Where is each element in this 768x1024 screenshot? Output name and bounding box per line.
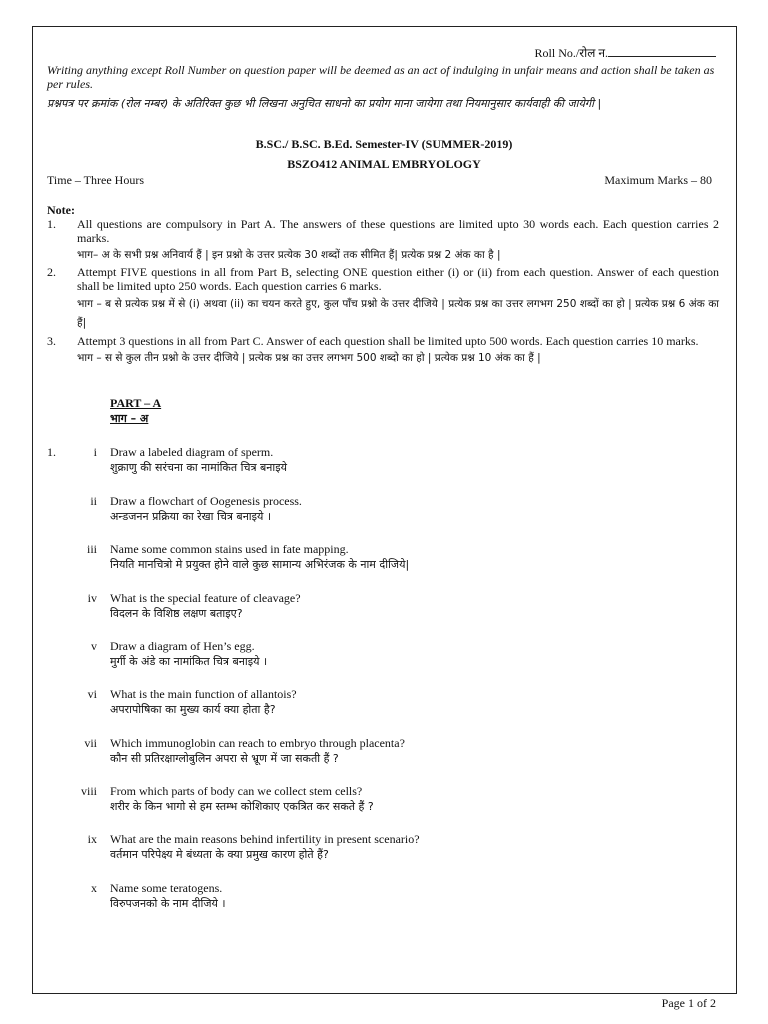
question-item xyxy=(70,784,510,815)
roll-number-blank xyxy=(608,45,716,57)
paper-title: BSZO412 ANIMAL EMBRYOLOGY xyxy=(287,157,481,171)
note-text-hindi: भाग – ब से प्रत्येक प्रश्न में से (i) अथवा (ii) का चयन करते हुए, कुल पाँच प्रश्नो के उत्तर दीजिये | प्रत्येक प्रश्न का उत्तर लगभग 250 शब्दों का हो | प्रत्येक प्रश्न 6 अंक का हैं| xyxy=(77,298,719,329)
question-item xyxy=(70,494,510,525)
question-hindi: वर्तमान परिपेक्ष्य मे बंध्यता के क्या प्रमुख कारण होते हैं? xyxy=(110,848,329,861)
time-label: Time – Three Hours xyxy=(47,173,144,187)
question-roman: viii xyxy=(80,784,97,798)
question-roman: x xyxy=(91,881,97,895)
note-number: 2. xyxy=(47,265,56,279)
exam-title: B.SC./ B.SC. B.Ed. Semester-IV (SUMMER-2019) xyxy=(255,137,513,151)
question-hindi: विदलन के विशिष्ठ लक्षण बताइए? xyxy=(110,607,243,620)
roll-number-field xyxy=(535,44,716,61)
question-roman: i xyxy=(93,445,97,459)
part-a-heading xyxy=(110,396,161,426)
part-title-hindi: भाग – अ xyxy=(110,412,149,425)
question-english: Which immunoglobin can reach to embryo through placenta? xyxy=(110,736,405,750)
question-english: Draw a diagram of Hen’s egg. xyxy=(110,639,255,653)
question-english: What is the main function of allantois? xyxy=(110,687,297,701)
question-item xyxy=(70,687,510,718)
question-english: What is the special feature of cleavage? xyxy=(110,591,301,605)
note-text-english: Attempt FIVE questions in all from Part B, selecting ONE question either (i) or (ii) from each question. Answer of each question shall be limited upto 250 words. Each question carries 6 marks. xyxy=(77,265,719,293)
note-text-english: All questions are compulsory in Part A. The answers of these questions are limited upto 30 words each. Each question carries 2 marks. xyxy=(77,217,719,245)
part-title-english: PART – A xyxy=(110,396,162,410)
question-hindi: शरीर के किन भागो से हम स्तम्भ कोशिकाए एकत्रित कर सकते हैं ? xyxy=(110,800,374,813)
question-english: From which parts of body can we collect stem cells? xyxy=(110,784,363,798)
question-roman: ii xyxy=(90,494,97,508)
note-item xyxy=(47,334,719,366)
warning-english: Writing anything except Roll Number on question paper will be deemed as an act of indulging in unfair means and action shall be taken as per rules. xyxy=(47,63,715,91)
roll-number-label: Roll No./रोल न. xyxy=(534,46,608,60)
question-roman: iii xyxy=(86,542,97,556)
note-number: 3. xyxy=(47,334,56,348)
question-item xyxy=(70,639,510,670)
question-hindi: विरुपजनको के नाम दीजिये । xyxy=(110,897,226,910)
note-item xyxy=(47,265,719,333)
question-item xyxy=(70,445,510,476)
question-english: Name some teratogens. xyxy=(110,881,223,895)
question-english: Draw a flowchart of Oogenesis process. xyxy=(110,494,302,508)
question-hindi: अन्डजनन प्रक्रिया का रेखा चित्र बनाइये । xyxy=(110,510,272,523)
question-hindi: अपरापोषिका का मुख्य कार्य क्या होता है? xyxy=(110,703,276,716)
max-marks-label: Maximum Marks – 80 xyxy=(604,173,712,187)
question-item xyxy=(70,591,510,622)
note-number: 1. xyxy=(47,217,56,231)
question-english: Name some common stains used in fate mapping. xyxy=(110,542,349,556)
note-heading: Note: xyxy=(47,203,75,217)
question-number: 1. xyxy=(47,445,56,459)
page-number: Page 1 of 2 xyxy=(661,996,716,1010)
question-item xyxy=(70,736,510,767)
note-text-english: Attempt 3 questions in all from Part C. Answer of each question shall be limited upto 500 words. Each question carries 10 marks. xyxy=(77,334,699,348)
question-roman: iv xyxy=(87,591,97,605)
question-roman: ix xyxy=(87,832,97,846)
question-roman: vii xyxy=(84,736,97,750)
question-hindi: शुक्राणु की सरंचना का नामांकित चित्र बनाइये xyxy=(110,461,288,474)
warning-hindi: प्रश्नपत्र पर क्रमांक (रोल नम्बर) के अतिरिक्त कुछ भी लिखना अनुचित साधनो का प्रयोग माना जायेगा तथा नियमानुसार कार्यवाही की जायेगी | xyxy=(47,97,602,110)
question-roman: vi xyxy=(87,687,97,701)
question-english: What are the main reasons behind infertility in present scenario? xyxy=(110,832,420,846)
question-hindi: मुर्गी के अंडे का नामांकित चित्र बनाइये । xyxy=(110,655,268,668)
note-item xyxy=(47,217,719,263)
question-english: Draw a labeled diagram of sperm. xyxy=(110,445,274,459)
question-item xyxy=(70,832,510,863)
question-item xyxy=(70,881,510,912)
question-hindi: कौन सी प्रतिरक्षाग्लोबुलिन अपरा से भ्रूण में जा सकती हैं ? xyxy=(110,752,339,765)
question-roman: v xyxy=(91,639,97,653)
question-item xyxy=(70,542,510,573)
question-hindi: नियति मानचित्रो मे प्रयुक्त होने वाले कुछ सामान्य अभिरंजक के नाम दीजिये| xyxy=(110,558,410,571)
note-text-hindi: भाग– अ के सभी प्रश्न अनिवार्य हैं | इन प्रश्नो के उत्तर प्रत्येक 30 शब्दों तक सीमित हैं| प्रत्येक प्रश्न 2 अंक का है | xyxy=(77,249,501,261)
note-text-hindi: भाग – स से कुल तीन प्रश्नो के उत्तर दीजिये | प्रत्येक प्रश्न का उत्तर लगभग 500 शब्दो का हो | प्रत्येक प्रश्न 10 अंक का हैं | xyxy=(77,352,541,364)
